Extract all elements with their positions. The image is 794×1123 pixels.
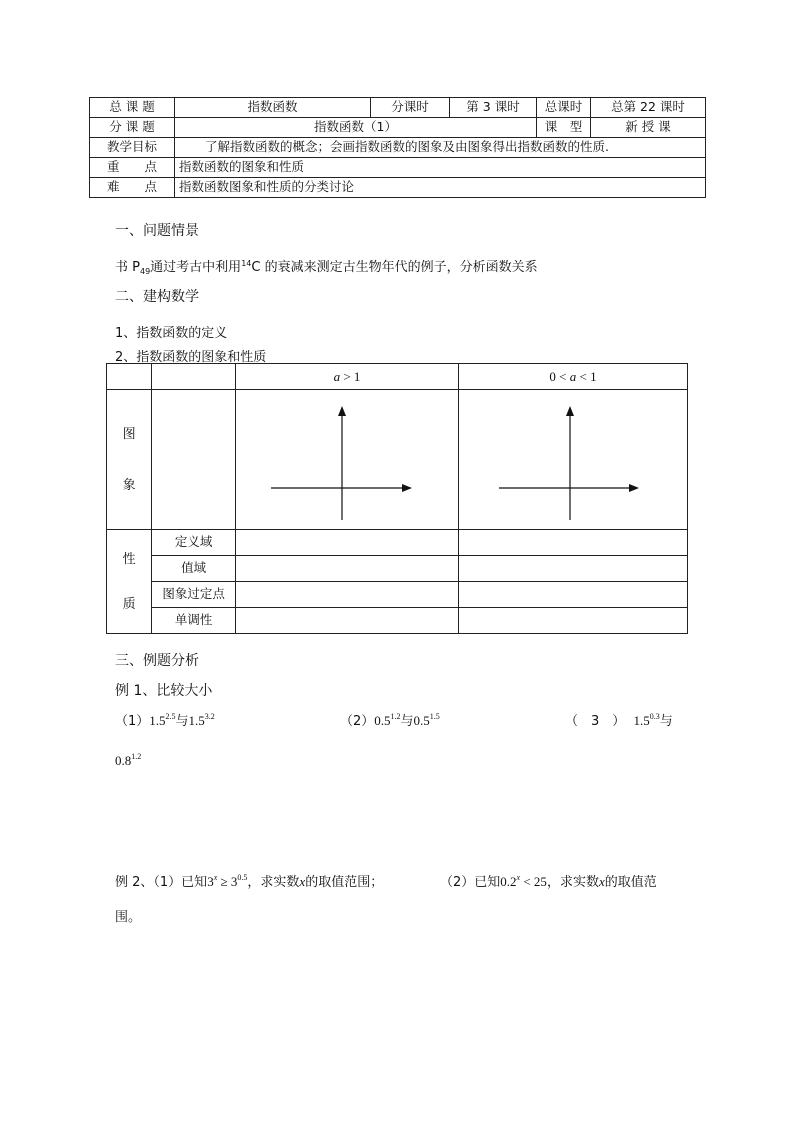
header-a-greater-1 [235,364,458,390]
property-domain: 定义域 [152,530,236,556]
answer-cell [235,530,458,556]
conjunction: 与 [659,714,673,729]
graph-cell-a-greater-1 [235,390,458,530]
math-exponent: 1.2 [131,752,142,761]
math-relation: < 25 [520,874,547,889]
conjunction: 与 [175,714,189,729]
property-fixed-point: 图象过定点 [152,582,236,608]
math-variable: x [299,874,306,889]
header-difficulty: 指数函数图象和性质的分类讨论 [175,178,706,198]
y-axis-arrow [566,406,574,416]
var-a: a [333,369,341,384]
answer-cell [459,530,688,556]
section-1-text [115,256,538,276]
header-label-objective: 教学目标 [90,138,175,158]
math-base: 3 [207,874,214,889]
math-base: 0.2 [500,874,517,889]
header-label-total-topic: 总 课 题 [90,98,175,118]
section-3-title: 三、例题分析 [115,653,199,669]
header-label-subtopic: 分 课 题 [90,118,175,138]
blank-cell [152,390,236,530]
header-total-sessions: 总第 22 课时 [591,98,706,118]
example-2-part-2 [440,871,657,890]
coordinate-axes-2 [459,390,687,529]
header-session: 第 3 课时 [450,98,537,118]
math-base: 0.8 [115,753,132,768]
math-exponent: 2.5 [165,712,176,721]
example-1-part-1 [115,710,215,729]
conjunction: 与 [400,714,414,729]
answer-cell [459,556,688,582]
section-2-title: 二、建构数学 [115,289,199,305]
property-range: 值域 [152,556,236,582]
answer-cell [235,556,458,582]
x-axis-arrow [402,484,412,492]
blank-cell [107,364,152,390]
math-exponent: x [213,873,218,882]
text-fragment: 的取值范围； [305,875,384,890]
math-exponent: 1.2 [390,712,401,721]
relation: > 1 [340,369,361,384]
isotope-superscript: 14 [241,259,252,268]
prop-label-char-1: 性 [122,551,136,567]
text-fragment: 的取值范 [604,875,657,890]
text-fragment: 书 P [115,260,140,275]
header-label-key-point: 重 点 [90,158,175,178]
part-label: （ 3 ） [565,714,626,729]
relation: 0 < [549,369,570,384]
header-label-total-sessions: 总课时 [537,98,591,118]
math-exponent: 1.5 [429,712,440,721]
coordinate-axes-1 [236,390,458,529]
y-axis-arrow [338,406,346,416]
header-objective: 了解指数函数的概念；会画指数函数的图象及由图象得出指数函数的性质. [175,138,706,158]
page-subscript: 49 [139,267,151,276]
graph-cell-a-between-0-1 [459,390,688,530]
var-a: a [569,369,577,384]
relation: < 1 [576,369,597,384]
section-1-title: 一、问题情景 [115,223,199,239]
math-relation: ≥ 3 [217,874,238,889]
math-base: 0.5 [374,713,391,728]
text-fragment: ，求实数 [546,875,599,890]
graph-label-char-1: 图 [122,426,136,442]
math-exponent: 0.3 [649,712,660,721]
properties-row-label [107,530,152,634]
math-base: 1.5 [633,713,650,728]
property-monotonicity: 单调性 [152,608,236,634]
example-1-part-2 [340,710,440,729]
answer-cell [459,608,688,634]
x-axis-arrow [629,484,639,492]
header-subtopic: 指数函数（1） [175,118,537,138]
prop-label-char-2: 质 [122,596,136,612]
section-2-item-1: 1、指数函数的定义 [115,326,228,341]
answer-cell [459,582,688,608]
header-label-difficulty: 难 点 [90,178,175,198]
example-1-part-3 [565,710,673,729]
text-fragment: （2）已知 [440,875,501,890]
part-label: （2） [340,714,375,729]
text-fragment: C 的衰减来测定古生物年代的例子，分析函数关系 [251,260,538,275]
graph-row-label [107,390,152,530]
properties-table [106,363,688,634]
math-base: 1.5 [188,713,205,728]
math-exponent: 3.2 [204,712,215,721]
part-label: （1） [115,714,150,729]
section-2-item-2: 2、指数函数的图象和性质 [115,350,267,365]
header-key-point: 指数函数的图象和性质 [175,158,706,178]
answer-cell [235,582,458,608]
header-label-session: 分课时 [371,98,450,118]
header-class-type: 新 授 课 [591,118,706,138]
header-label-class-type: 课 型 [537,118,591,138]
math-exponent: x [516,873,521,882]
header-total-topic: 指数函数 [175,98,371,118]
lesson-header-table [89,97,706,198]
example-2-line-2: 围。 [115,910,142,925]
example-1-title: 例 1、比较大小 [115,683,213,699]
example-1-part-3-cont [115,752,141,769]
math-base: 1.5 [149,713,166,728]
math-variable: x [598,874,605,889]
blank-cell [152,364,236,390]
text-fragment: 通过考古中利用 [150,260,242,275]
text-fragment: 例 2、（1）已知 [115,875,208,890]
math-exponent: 0.5 [237,873,248,882]
math-base: 0.5 [413,713,430,728]
header-a-between-0-1 [459,364,688,390]
graph-label-char-2: 象 [122,477,136,493]
answer-cell [235,608,458,634]
example-2-line-1 [115,871,383,890]
text-fragment: ，求实数 [247,875,300,890]
